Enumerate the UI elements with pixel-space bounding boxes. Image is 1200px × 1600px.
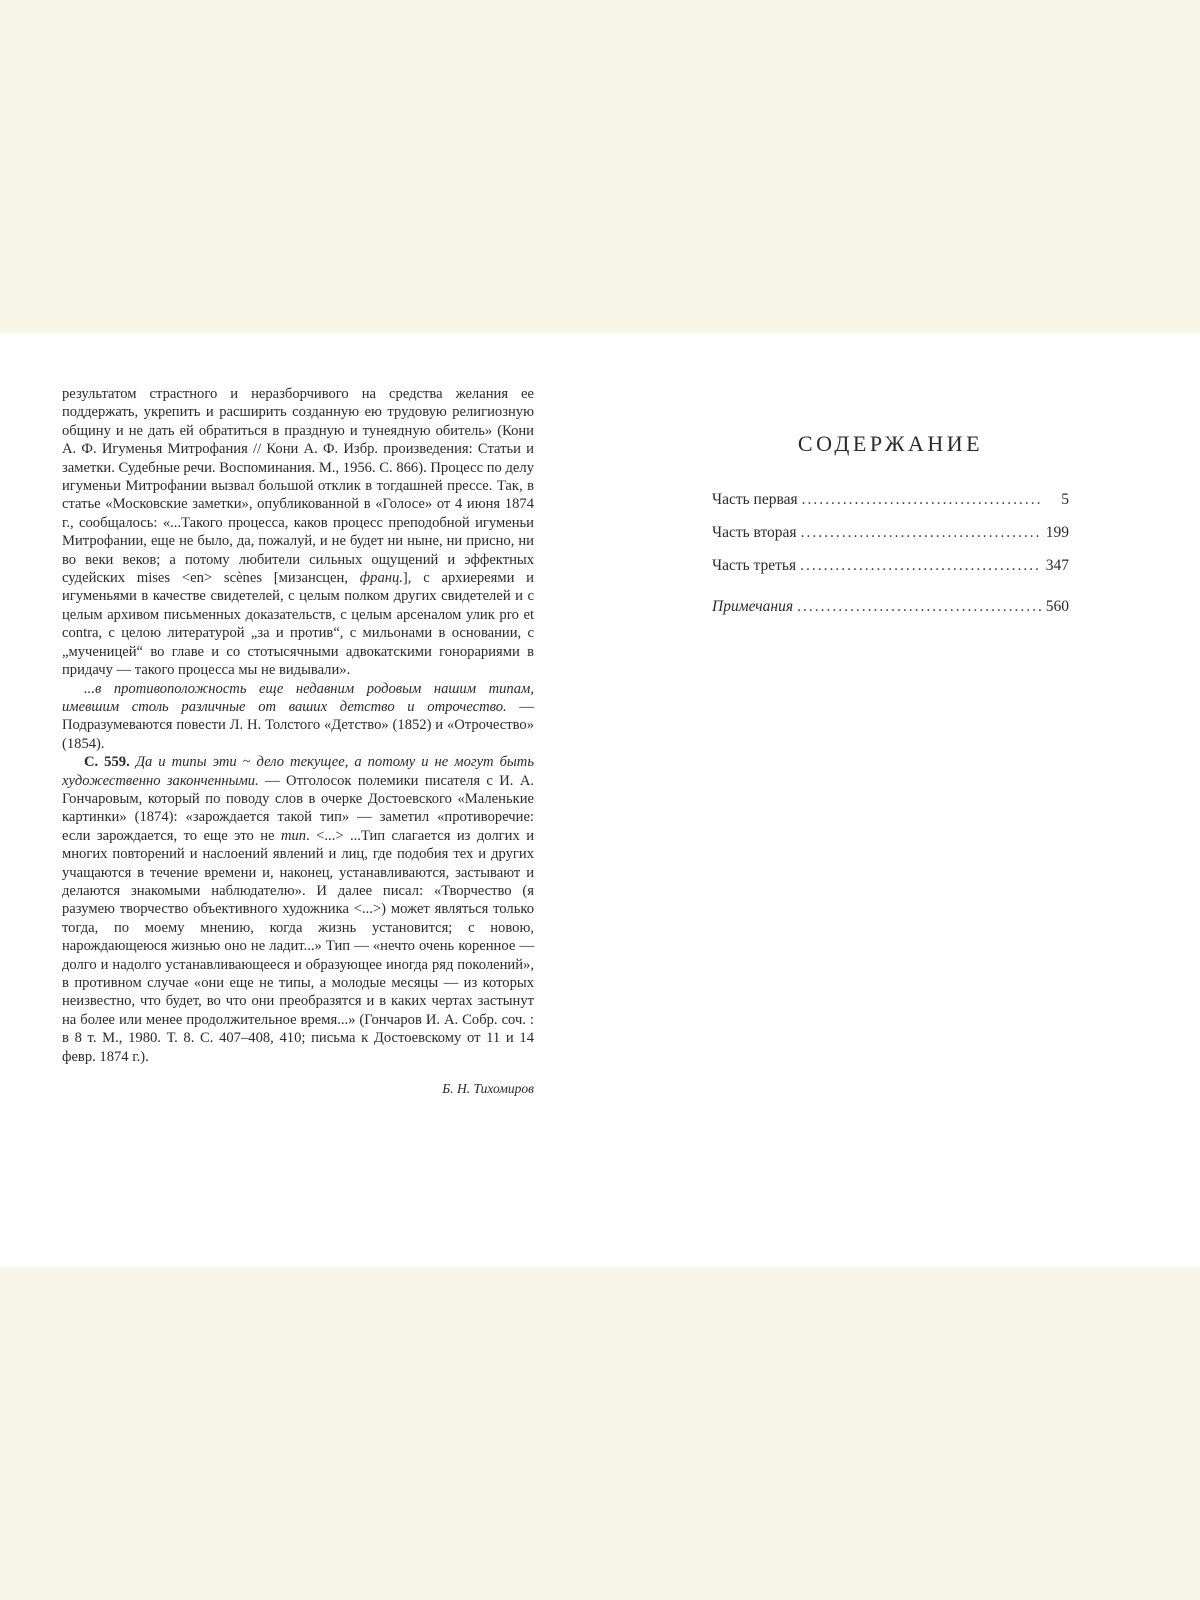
note-text: ], с архиереями и игуменьями в качестве свидетелей, с целым полком других свидетелей и с целым архивом письменных доказательств, с целым арсеналом улик pro et contra, с целою литературой „за и против“, с мильонами в основании, с „мученицей“ во главе и со стотысячными адвокатскими гонорариями в придачу — такого процесса мы не видывали». — [62, 570, 534, 679]
toc-entry-page: 347 — [1045, 557, 1069, 574]
note-text-italic: франц. — [359, 570, 403, 587]
note-text-italic: тип — [280, 827, 307, 844]
author-signature: Б. Н. Тихомиров — [442, 1081, 534, 1097]
toc-entry-label: Часть первая — [712, 491, 798, 508]
note-text: — Подразумеваются повести Л. Н. Толстого «Детство» (1852) и «Отрочество» (1854). — [62, 698, 535, 752]
book-spread — [0, 333, 1200, 1267]
toc-leader-dots — [801, 524, 1041, 542]
toc-leader-dots — [800, 557, 1041, 575]
toc-entry-label: Примечания — [712, 598, 794, 615]
toc-entry[interactable] — [712, 524, 1069, 557]
notes-page — [62, 385, 534, 1098]
note-quote-italic: ...в противоположность еще недавним родовым нашим типам, имевшим столь различные от ваших детство и отрочество. — [62, 680, 534, 715]
note-paragraph-2 — [62, 680, 534, 754]
note-quote-italic: Да и типы эти ~ дело текущее, а потому и не могут быть художественно законченными. — [62, 754, 534, 789]
toc-entry[interactable] — [712, 598, 1069, 631]
toc-entry-page: 560 — [1045, 598, 1069, 615]
toc-entry-page: 199 — [1045, 524, 1069, 541]
table-of-contents — [712, 431, 1069, 631]
toc-entry-page: 5 — [1061, 491, 1069, 508]
note-text: результатом страстного и неразборчивого на средства желания ее поддержать, укрепить и расширить созданную ею трудовую религиозную общину и не дать ей обратиться в праздную и тунеядную обитель» (Кони А. Ф. Игуменья Митрофания // Кони А. Ф. Избр. произведения: Статьи и заметки. Судебные речи. Воспоминания. М., 1956. С. 866). Процесс по делу игуменьи Митрофании вызвал большой отклик в тогдашней прессе. Так, в статье «Московские заметки», опубликованной в «Голосе» от 4 июня 1874 г., сообщалось: «...Такого процесса, каков процесс преподобной игуменьи Митрофании, еще не было, да, пожалуй, и не будет ни ныне, ни присно, ни во веки веков; а потому любители сильных ощущений и эффектных судейских mises <en> scènes [мизансцен, — [62, 386, 534, 587]
toc-entry-label: Часть третья — [712, 557, 797, 574]
toc-leader-dots — [797, 598, 1041, 616]
note-paragraph-3 — [62, 753, 534, 1066]
note-text: . <...> ...Тип слагается из долгих и многих повторений и наслоений явлений и лиц, где подобия тех и других учащаются в течение времени и, наконец, устанавливаются, застывают и делаются знакомыми наблюдателю». И далее писал: «Творчество (я разумею творчество объективного художника <...>) может являться только тогда, по моему мнению, когда жизнь установится; с новою, нарождающеюся жизнью оно не ладит...» Тип — «нечто очень коренное — долго и надолго устанавливающееся и образующее иногда ряд поколений», в противном случае «они еще не типы, а молодые месяцы — из которых неизвестно, что будет, во что они преобразятся и в каких чертах застынут на более или менее продолжительное время...» (Гончаров И. А. Собр. соч. : в 8 т. М., 1980. Т. 8. С. 407–408, 410; письма к Достоевскому от 11 и 14 февр. 1874 г.). — [62, 827, 535, 1065]
toc-entry[interactable] — [712, 491, 1069, 524]
note-paragraph-1 — [62, 385, 534, 680]
toc-title: СОДЕРЖАНИЕ — [797, 431, 984, 456]
toc-leader-dots — [802, 491, 1041, 509]
toc-entry-label: Часть вторая — [712, 524, 797, 541]
note-text: — Отголосок полемики писателя с И. А. Гончаровым, который по поводу слов в очерке Достоевского «Маленькие картинки» (1874): «зарождается такой тип» — заметил «противоречие: если зарождается, то еще это не — [62, 772, 535, 844]
note-page-reference: С. 559. — [84, 754, 130, 771]
toc-entry[interactable] — [712, 557, 1069, 590]
